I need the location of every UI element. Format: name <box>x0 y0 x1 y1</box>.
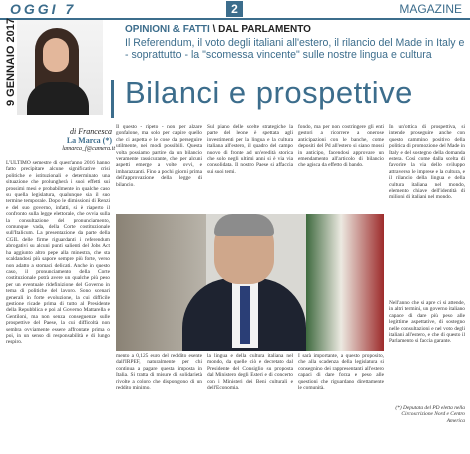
byline-author: La Marca (*) <box>66 136 112 145</box>
kicker-section: OPINIONI & FATTI <box>125 24 210 35</box>
page-number: 2 <box>226 1 243 17</box>
article-column-5: In un'ottica di prospettiva, si intende proseguire anche con questo cammino positivo della politica di promozione del Made in Italy e del sostegno della domanda estera. Così come dalla scelta di favorire la via dello sviluppo attraverso le imprese e la cultura, e il rilancio della lingua e della cultura italiana nel mondo, elemento chiave dell'identità di milioni di italiani nel mondo. <box>389 124 465 201</box>
date-strip <box>3 18 17 113</box>
main-photo <box>116 214 384 351</box>
byline-prefix: di Francesca <box>70 127 112 136</box>
article-column-4: fondo, ma per non costringere gli enti gestori a ricorrere a onerose anticipazioni con le banche, come depositi del Pd all'estero si siano mossi in anticipo, facendosi approvare un emendamento all'articolo di bilancio che agisca da effetto di bando. <box>298 124 384 169</box>
article-column-2: Il questo - ripeto - non per alzare gonfalone, ma solo per capire quello che ci aspetta e le cose da perseguire utilmente, nei modi possibili. Questa volta possiamo partire da un bilancio veramente rassicurante, che per alcuni aspetti emerge a volte ovvi, e imbarazzanti. Fino a pochi giorni prima dell'approvazione della legge di bilancio. <box>116 124 202 188</box>
author-signature: (*) Deputata del PD eletta nella Circoscrizione Nord e Centro America <box>395 405 465 424</box>
article-column-3: Sul piano delle scelte strategiche la parte del leone è spettata agli investimenti per la lingua e la cultura italiana all'estero, il quadro del campo nuovo di fronte ad un'eredità storica che solo negli ultimi anni si è via via consolidata. Il nostro Paese si affaccia sui suoi temi. <box>207 124 293 175</box>
section-label: MAGAZINE <box>399 2 462 16</box>
author-email: lamarca_f@camera.it <box>62 146 115 152</box>
headline: Bilanci e prospettive <box>125 75 413 110</box>
byline <box>52 127 112 145</box>
subheadline: Il Referendum, il voto degli italiani all'estero, il rilancio del Made in Italy e - soprattutto - la "scomessa vincente" sulle nostre lingua e cultura <box>125 37 465 61</box>
issue-date: 9 GENNAIO 2017 <box>5 17 17 107</box>
article-column-3-lower: la lingua e della cultura italiana nel mondo, da quelle ciò e decretato dal Presidente del Consiglio su proposta dal Ministero degli Esteri e di concerto con i Ministeri dei Beni culturali e dell'Economia. <box>207 353 293 392</box>
brand-logo: OGGI 7 <box>10 1 77 17</box>
article-column-2-lower: mento a 0,125 euro del reddito esente dall'IRPEF, naturalmente per chi continua a pagare questa imposta in Italia. Si tratta di misure di solidarietà rivolte a coloro che dispongono di un reddito minimo. <box>116 353 202 392</box>
article-column-4-lower: I sarà importante, a questo proposito, che alla scadenza della legislatura si consegnino dei rappresentanti all'estero capaci di dare forza e peso alle questioni che riguardano direttamente le comunità. <box>298 353 384 392</box>
author-photo <box>17 20 103 115</box>
page-header <box>0 0 470 18</box>
headline-accent <box>111 80 114 118</box>
kicker <box>125 24 311 35</box>
article-column-5-lower: Nell'anno che si apre ci si attende, in altri termini, un governo italiano capace di dare più peso alle legittime aspettative, di sostegno nelle consultazioni e nel voto degli italiani all'estero, e che di questo il Parlamento si faccia garante. <box>389 300 465 345</box>
article-column-1: L'ULTIMO semestre di quest'anno 2016 hanno fatto precipitare alcune significative crisi politiche e istituzionali e determinato una situazione che prolungherà i suoi effetti sui prossimi mesi e probabilmente in qualche caso su quella legislatura, qualunque sia il suo termine temporale. Dopo le dimissioni di Renzi e del suo governo, infatti, si è riaperto il confronto sulla legge elettorale, che ovvia sulla la consultazione del pronunciamento, comunque vada, della Corte costituzionale sull'Italicum. La presentazione da parte della CGIL delle firme riguardanti i referendum abrogativi su alcuni punti salienti del Jobs Act ha aggiunto altro pepe alla minestra, che sta scaldandosi più sapore sempre più forte, verso non adatto a stomaci delicati. Anche in questo caso, il pronunciamento della Corte costituzionale potrà avere un qualche più peso per un eventuale ridefinizione del Governo in tema di politiche del lavoro. Sono scenari generali in forte evoluzione, la cui difficile gestione ricade prima di tutto al Presidente della Repubblica e poi al Governo Mattarella e Gentiloni, ma non senza conseguenze sulle prospettive del Paese, la cui difficoltà non sembra ovviamente essere affrontate prima o poi, in un senso di responsabilità e di lungo respiro. <box>6 160 110 346</box>
kicker-source: \ DAL PARLAMENTO <box>212 24 311 35</box>
italian-flag <box>306 214 384 351</box>
